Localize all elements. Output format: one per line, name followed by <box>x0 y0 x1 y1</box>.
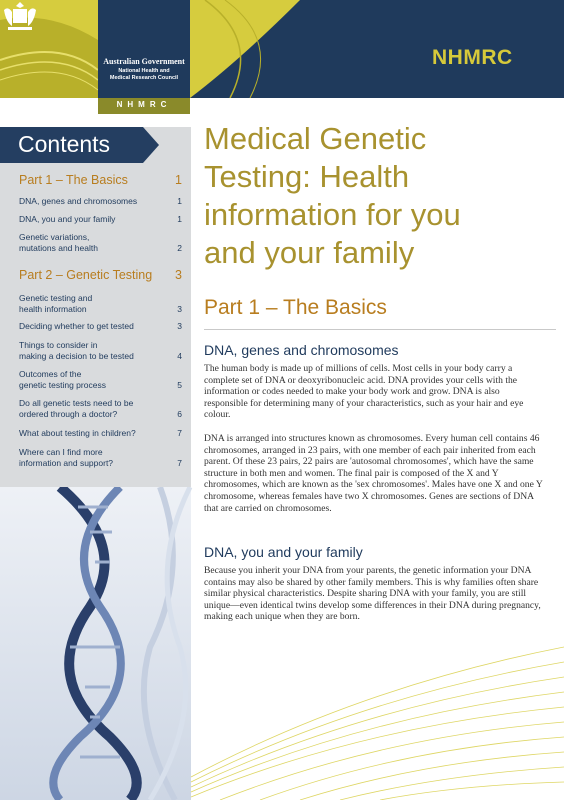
toc-part-heading[interactable] <box>19 268 182 282</box>
toc-item[interactable] <box>19 196 182 207</box>
council-name-line1: National Health and <box>118 68 170 74</box>
toc-item-page: 2 <box>177 242 182 253</box>
toc-item-label: Outcomes of the genetic testing process <box>19 369 106 390</box>
brand-subbar <box>98 98 190 114</box>
toc-part-page: 3 <box>175 268 182 282</box>
page-title-line: information for you <box>204 197 461 232</box>
toc-item[interactable] <box>19 321 182 332</box>
toc-part-heading[interactable] <box>19 173 182 187</box>
section-heading: DNA, genes and chromosomes <box>204 342 399 358</box>
toc-item-label: Things to consider in making a decision to be tested <box>19 340 134 361</box>
toc-item[interactable] <box>19 398 182 419</box>
page-title-line: Medical Genetic <box>204 121 427 156</box>
toc-item-page: 7 <box>177 428 182 438</box>
toc-item[interactable] <box>19 232 182 253</box>
toc-item-label: What about testing in children? <box>19 428 136 438</box>
toc-item-page: 1 <box>177 214 182 224</box>
toc-item[interactable] <box>19 447 182 468</box>
toc-item-label: DNA, you and your family <box>19 214 116 224</box>
toc-item-page: 1 <box>177 196 182 206</box>
toc-part-2[interactable] <box>19 268 182 282</box>
council-name-line2: Medical Research Council <box>109 75 179 81</box>
body-paragraph: Because you inherit your DNA from your parents, the genetic information your DNA contains may also be shared by other family members. This is why families often share similar physical characteristics. Despite sharing DNA with your family, you are still unique—even identical twins develop some differences in their DNA during pregnancy, making each unique when they are born. <box>204 565 541 623</box>
header-banner <box>0 0 564 98</box>
toc-item-label: Where can I find more information and support? <box>19 447 114 468</box>
toc-part-1[interactable] <box>19 173 182 187</box>
toc-item-page: 3 <box>177 321 182 331</box>
contents-heading-bar <box>0 127 143 163</box>
body-paragraph: The human body is made up of millions of cells. Most cells in your body carry a complete set of DNA or deoxyribonucleic acid. DNA provides your cells with the information or codes needed to make your body work and grow. DNA is also responsible for determining many of your characteristics, such as your hair and eye colour. <box>204 363 524 421</box>
brand-logo: NHMRC <box>432 46 513 69</box>
toc-item-label: DNA, genes and chromosomes <box>19 196 138 206</box>
toc-part-page: 1 <box>175 173 182 187</box>
coat-of-arms-icon <box>0 0 40 34</box>
toc-item-page: 6 <box>177 408 182 419</box>
toc-item[interactable] <box>19 428 182 439</box>
toc-item[interactable] <box>19 293 182 314</box>
divider <box>204 329 556 330</box>
toc-item[interactable] <box>19 214 182 225</box>
toc-item[interactable] <box>19 369 182 390</box>
part-heading: Part 1 – The Basics <box>204 296 387 319</box>
section-heading: DNA, you and your family <box>204 544 363 560</box>
government-name: Australian Government <box>103 57 185 66</box>
arrow-icon <box>143 127 159 163</box>
crest-panel <box>98 0 190 98</box>
toc-item-label: Genetic testing and health information <box>19 293 93 314</box>
page-title <box>204 120 554 272</box>
body-paragraph: DNA is arranged into structures known as chromosomes. Every human cell contains 46 chromosomes, arranged in 23 pairs, with one member of each pair inherited from each parent. Of these 23 pairs, 22 pairs are 'autosomal chromosomes', which have the same structure in both men and women. The final pair is composed of the X and Y chromosomes, which are known as the 'sex chromosomes'. Males have one X and one Y chromosome, whereas females have two X chromosomes. Genes are sections of DNA that are carried on chromosomes. <box>204 433 543 514</box>
toc-item-label: Do all genetic tests need to be ordered through a doctor? <box>19 398 134 419</box>
contents-heading: Contents <box>18 131 111 157</box>
contents-sidebar <box>0 127 191 487</box>
toc-part-label: Part 1 – The Basics <box>19 173 128 187</box>
toc-item-page: 3 <box>177 303 182 314</box>
subbar-label: NHMRC <box>116 100 172 109</box>
dna-helix-graphic <box>0 487 564 800</box>
toc-item-page: 5 <box>177 379 182 390</box>
page-title-line: and your family <box>204 235 415 270</box>
toc-item-page: 7 <box>177 457 182 468</box>
toc-item-label: Genetic variations, mutations and health <box>19 232 98 253</box>
toc-part-label: Part 2 – Genetic Testing <box>19 268 153 282</box>
council-name <box>98 68 190 82</box>
toc-item-label: Deciding whether to get tested <box>19 321 134 331</box>
toc-item[interactable] <box>19 340 182 361</box>
page-title-line: Testing: Health <box>204 159 410 194</box>
toc-item-page: 4 <box>177 350 182 361</box>
